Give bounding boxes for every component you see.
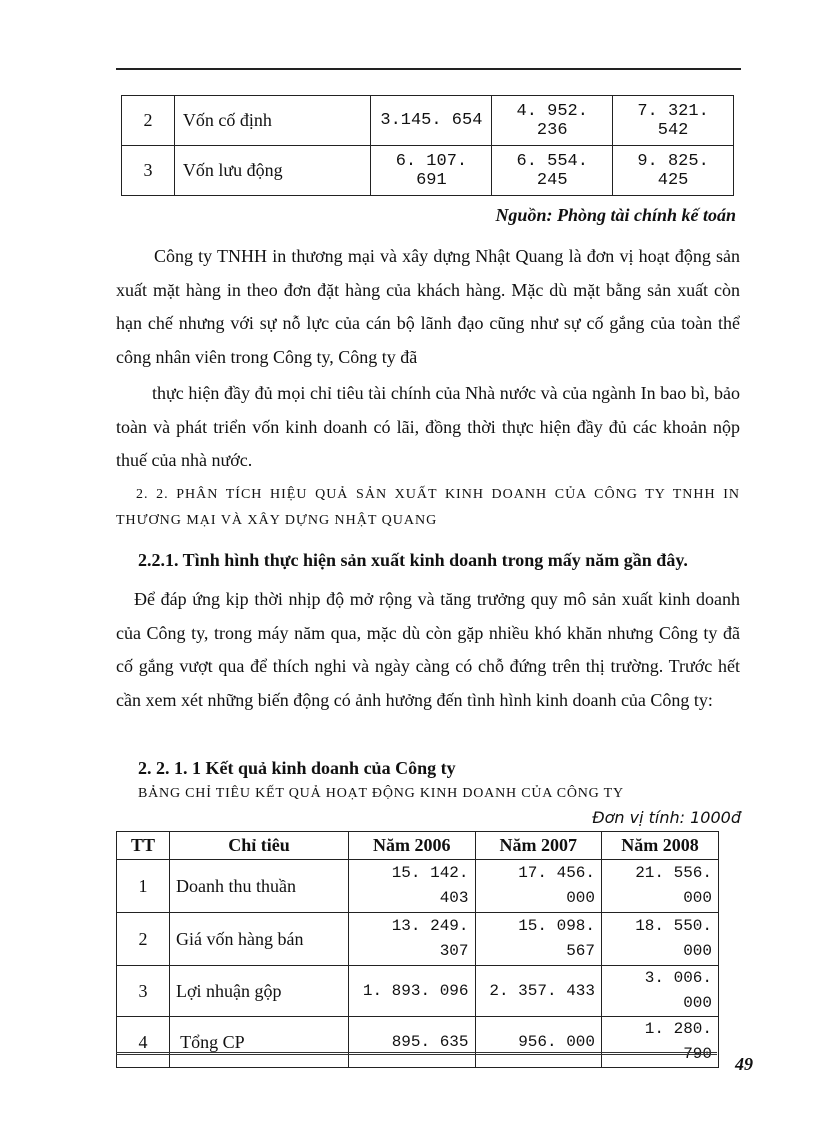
value-cell: 6. 107. 691 — [371, 146, 492, 196]
table-row — [117, 913, 719, 966]
unit-label: Đơn vị tính: 1000đ — [592, 808, 741, 827]
column-header: Năm 2006 — [349, 832, 476, 860]
row-label: Vốn lưu động — [174, 146, 371, 196]
value-cell: 956. 000 — [475, 1017, 602, 1068]
paragraph-2: thực hiện đầy đủ mọi chỉ tiêu tài chính của Nhà nước và của ngành In bao bì, bảo toàn và phát triển vốn kinh doanh có lãi, đồng thời thực hiện đầy đủ các khoản nộp thuế của nhà nước. — [116, 383, 740, 471]
row-index: 4 — [117, 1017, 170, 1068]
table-row — [117, 860, 719, 913]
row-index: 2 — [122, 96, 175, 146]
row-index: 2 — [117, 913, 170, 966]
row-label: Lợi nhuận gộp — [170, 966, 349, 1017]
row-label: Giá vốn hàng bán — [170, 913, 349, 966]
column-header: Năm 2008 — [602, 832, 719, 860]
row-label: Vốn cố định — [174, 96, 371, 146]
column-header: Chỉ tiêu — [170, 832, 349, 860]
column-header: Năm 2007 — [475, 832, 602, 860]
row-label: Doanh thu thuần — [170, 860, 349, 913]
value-cell: 1. 893. 096 — [349, 966, 476, 1017]
value-cell: 21. 556. 000 — [602, 860, 719, 913]
column-header: TT — [117, 832, 170, 860]
value-cell: 17. 456. 000 — [475, 860, 602, 913]
value-cell: 895. 635 — [349, 1017, 476, 1068]
table-title: BẢNG CHỈ TIÊU KẾT QUẢ HOẠT ĐỘNG KINH DOANH CỦA CÔNG TY — [138, 786, 624, 801]
page-number: 49 — [735, 1054, 753, 1074]
subheading-2: 2. 2. 1. 1 Kết quả kinh doanh của Công ty — [138, 758, 456, 778]
table-row — [122, 146, 734, 196]
value-cell: 9. 825. 425 — [613, 146, 734, 196]
value-cell: 1. 280. 790 — [602, 1017, 719, 1068]
table-header-row — [117, 832, 719, 860]
footer-rule — [116, 1052, 717, 1055]
value-cell: 3.145. 654 — [371, 96, 492, 146]
results-table — [116, 831, 719, 1068]
row-label: Tổng CP — [170, 1017, 349, 1068]
table-row — [122, 96, 734, 146]
value-cell: 15. 098. 567 — [475, 913, 602, 966]
value-cell: 18. 550. 000 — [602, 913, 719, 966]
value-cell: 4. 952. 236 — [492, 96, 613, 146]
subheading: 2.2.1. Tình hình thực hiện sản xuất kinh doanh trong mấy năm gần đây. — [138, 550, 688, 570]
capital-table — [121, 95, 734, 196]
value-cell: 6. 554. 245 — [492, 146, 613, 196]
value-cell: 3. 006. 000 — [602, 966, 719, 1017]
source-note: Nguồn: Phòng tài chính kế toán — [495, 205, 736, 225]
paragraph-1: Công ty TNHH in thương mại và xây dựng Nhật Quang là đơn vị hoạt động sản xuất mặt hàng in theo đơn đặt hàng của khách hàng. Mặc dù mặt bằng sản xuất còn hạn chế nhưng với sự nỗ lực của cán bộ lãnh đạo cũng như sự cố gắng của toàn thể công nhân viên trong Công ty, Công ty đã — [116, 246, 740, 367]
row-index: 3 — [117, 966, 170, 1017]
table-row — [117, 1017, 719, 1068]
value-cell: 2. 357. 433 — [475, 966, 602, 1017]
section-heading: 2. 2. PHÂN TÍCH HIỆU QUẢ SẢN XUẤT KINH DOANH CỦA CÔNG TY TNHH IN THƯƠNG MẠI VÀ XÂY DỰNG NHẬT QUANG — [116, 487, 740, 528]
row-index: 3 — [122, 146, 175, 196]
table-row — [117, 966, 719, 1017]
header-rule — [116, 68, 741, 70]
paragraph-3: Để đáp ứng kịp thời nhịp độ mở rộng và tăng trưởng quy mô sản xuất kinh doanh của Công ty, trong máy năm qua, mặc dù còn gặp nhiều khó khăn nhưng Công ty đã cố gắng vượt qua để thích nghi và ngày càng có chỗ đứng trên thị trường. Trước hết cần xem xét những biến động có ảnh hưởng đến tình hình kinh doanh của Công ty: — [116, 589, 740, 710]
value-cell: 13. 249. 307 — [349, 913, 476, 966]
value-cell: 15. 142. 403 — [349, 860, 476, 913]
value-cell: 7. 321. 542 — [613, 96, 734, 146]
row-index: 1 — [117, 860, 170, 913]
